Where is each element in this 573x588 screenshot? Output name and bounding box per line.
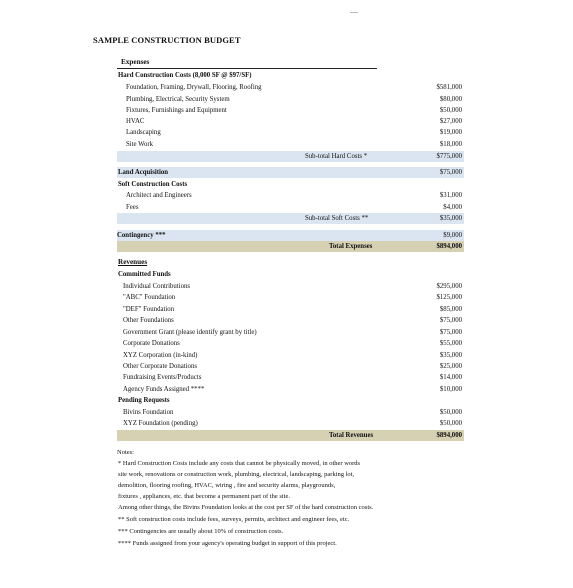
revenue-row xyxy=(117,304,464,315)
total-revenues-label: Total Revenues xyxy=(329,432,374,439)
expense-amount: $80,000 xyxy=(439,96,462,103)
hard-costs-title-label: Hard Construction Costs (8,000 SF @ $97/SF) xyxy=(118,72,252,79)
revenue-amount: $50,000 xyxy=(439,409,462,416)
revenue-row xyxy=(117,338,464,349)
revenue-label: Other Corporate Donations xyxy=(123,363,197,370)
contingency-amount: $9,000 xyxy=(443,232,462,239)
expenses-header: Expenses xyxy=(121,58,150,66)
revenue-amount: $10,000 xyxy=(439,386,462,393)
expense-label: Architect and Engineers xyxy=(126,192,192,199)
expense-row xyxy=(117,82,464,93)
expenses-rule xyxy=(117,68,377,69)
revenue-label: Bivins Foundation xyxy=(123,409,174,416)
revenue-row xyxy=(117,292,464,303)
total-expenses-row xyxy=(117,241,464,252)
revenue-label: Agency Funds Assigned **** xyxy=(123,386,205,393)
revenue-row xyxy=(117,384,464,395)
note-line: * Hard Construction Costs include any costs that cannot be physically moved, in other words xyxy=(118,460,361,467)
expense-amount: $50,000 xyxy=(439,107,462,114)
revenue-row xyxy=(117,350,464,361)
soft-subtotal-amount: $35,000 xyxy=(439,215,462,222)
expense-row xyxy=(117,94,464,105)
revenue-row xyxy=(117,327,464,338)
soft-costs-title-label: Soft Construction Costs xyxy=(118,181,188,188)
revenue-row xyxy=(117,372,464,383)
hard-subtotal-row xyxy=(117,151,464,162)
note-line: demolition, flooring roofing, HVAC, wiring , fire and security alarms, playgrounds, xyxy=(118,482,336,489)
revenue-row xyxy=(117,418,464,429)
revenue-label: "ABC" Foundation xyxy=(123,294,176,301)
revenue-amount: $75,000 xyxy=(439,317,462,324)
expense-label: Foundation, Framing, Drywall, Flooring, Roofing xyxy=(126,84,262,91)
revenue-label: Other Foundations xyxy=(123,317,174,324)
expense-amount: $19,000 xyxy=(439,129,462,136)
hard-subtotal-label: Sub-total Hard Costs * xyxy=(305,153,368,160)
revenue-amount: $85,000 xyxy=(439,306,462,313)
pending-requests-title xyxy=(117,395,464,406)
soft-subtotal-label: Sub-total Soft Costs ** xyxy=(305,215,369,222)
note-line: site work, renovations or construction work, plumbing, electrical, landscaping, parking lot, xyxy=(118,471,355,478)
expense-row xyxy=(117,105,464,116)
revenue-label: Government Grant (please identify grant by title) xyxy=(123,329,257,336)
expense-amount: $18,000 xyxy=(439,141,462,148)
hard-costs-title xyxy=(117,70,464,81)
note-line: fixtures , appliances, etc. that become a permanent part of the site. xyxy=(118,493,290,500)
revenue-row xyxy=(117,315,464,326)
total-revenues-row xyxy=(117,430,464,441)
contingency-row xyxy=(117,230,464,241)
expense-amount: $27,000 xyxy=(439,118,462,125)
revenue-row xyxy=(117,407,464,418)
expense-row xyxy=(117,190,464,201)
expense-amount: $4,000 xyxy=(443,204,462,211)
land-acquisition-label: Land Acquisition xyxy=(118,169,169,176)
pending-requests-label: Pending Requests xyxy=(118,397,170,404)
expense-label: Fixtures, Furnishings and Equipment xyxy=(126,107,227,114)
note-line: *** Contingencies are usually about 10% of construction costs. xyxy=(118,528,284,535)
expense-row xyxy=(117,116,464,127)
expense-label: Site Work xyxy=(126,141,154,148)
revenue-label: Individual Contributions xyxy=(123,283,191,290)
revenue-amount: $295,000 xyxy=(436,283,462,290)
revenue-label: XYZ Corporation (in-kind) xyxy=(123,352,198,359)
expense-label: Fees xyxy=(126,204,139,211)
revenues-header: Revenues xyxy=(118,258,148,266)
total-expenses-label: Total Expenses xyxy=(329,243,373,250)
note-line: ** Soft construction costs include fees, surveys, permits, architect and engineer fees, etc. xyxy=(118,516,350,523)
revenue-row xyxy=(117,281,464,292)
revenue-label: Fundraising Events/Products xyxy=(123,374,202,381)
total-expenses-amount: $894,000 xyxy=(436,243,462,250)
revenue-amount: $50,000 xyxy=(439,420,462,427)
total-revenues-amount: $894,000 xyxy=(436,432,462,439)
revenue-amount: $25,000 xyxy=(439,363,462,370)
land-acquisition-row xyxy=(117,167,464,178)
page-mark xyxy=(350,12,358,13)
soft-costs-title xyxy=(117,179,464,190)
revenue-row xyxy=(117,361,464,372)
revenue-label: "DEF" Foundation xyxy=(123,306,175,313)
revenue-amount: $55,000 xyxy=(439,340,462,347)
notes-heading: Notes: xyxy=(117,449,134,456)
expense-label: HVAC xyxy=(126,118,145,125)
revenue-label: Corporate Donations xyxy=(123,340,180,347)
committed-funds-label: Committed Funds xyxy=(118,271,171,278)
revenue-amount: $14,000 xyxy=(439,374,462,381)
note-line: Among other things, the Bivins Foundation looks at the cost per SF of the hard construction costs. xyxy=(118,504,374,511)
expense-row xyxy=(117,127,464,138)
expense-row xyxy=(117,139,464,150)
committed-funds-title xyxy=(117,269,464,280)
revenue-label: XYZ Foundation (pending) xyxy=(123,420,198,427)
soft-subtotal-row xyxy=(117,213,464,224)
expense-amount: $31,000 xyxy=(439,192,462,199)
expense-label: Plumbing, Electrical, Security System xyxy=(126,96,230,103)
hard-subtotal-amount: $775,000 xyxy=(436,153,462,160)
expense-row xyxy=(117,202,464,213)
note-line: **** Funds assigned from your agency's operating budget in support of this project. xyxy=(118,540,337,547)
revenue-amount: $125,000 xyxy=(436,294,462,301)
expense-label: Landscaping xyxy=(126,129,161,136)
contingency-label: Contingency *** xyxy=(117,232,166,239)
expense-amount: $581,000 xyxy=(436,84,462,91)
land-acquisition-amount: $75,000 xyxy=(439,169,462,176)
revenue-amount: $35,000 xyxy=(439,352,462,359)
revenue-amount: $75,000 xyxy=(439,329,462,336)
document-title: SAMPLE CONSTRUCTION BUDGET xyxy=(93,35,241,45)
